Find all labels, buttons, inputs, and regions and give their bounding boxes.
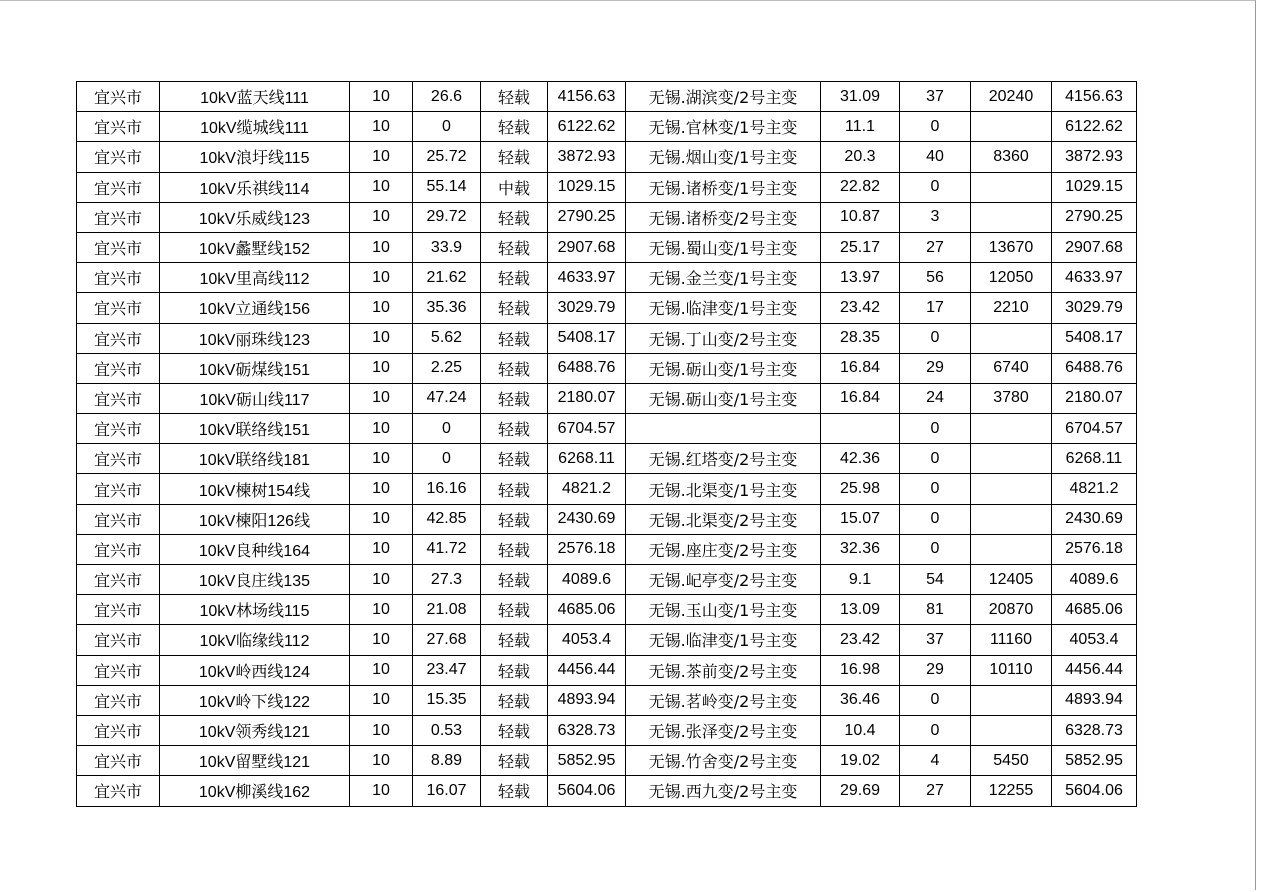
transformer-load-cell: 32.36: [821, 534, 900, 564]
transformer-load-cell: 31.09: [821, 82, 900, 112]
load-rate-cell: 0: [413, 112, 481, 142]
voltage-cell: 10: [350, 715, 413, 745]
remaining-capacity-cell: 2907.68: [1052, 232, 1137, 262]
transformer-load-cell: 10.87: [821, 202, 900, 232]
substation-cell: 无锡.红塔变/2号主变: [626, 444, 821, 474]
load-status-cell: 轻载: [481, 414, 548, 444]
user-capacity-cell: 10110: [971, 655, 1052, 685]
count-cell: 0: [900, 715, 971, 745]
table-row: [77, 715, 1137, 745]
voltage-cell: 10: [350, 504, 413, 534]
remaining-capacity-cell: 2180.07: [1052, 383, 1137, 413]
voltage-cell: 10: [350, 595, 413, 625]
city-cell: 宜兴市: [77, 595, 160, 625]
substation-cell: 无锡.临津变/1号主变: [626, 293, 821, 323]
voltage-cell: 10: [350, 172, 413, 202]
load-rate-cell: 8.89: [413, 746, 481, 776]
capacity-cell: 4893.94: [548, 685, 626, 715]
substation-cell: 无锡.诸桥变/1号主变: [626, 172, 821, 202]
load-rate-cell: 21.62: [413, 263, 481, 293]
table-row: [77, 142, 1137, 172]
voltage-cell: 10: [350, 323, 413, 353]
table-row: [77, 595, 1137, 625]
voltage-cell: 10: [350, 534, 413, 564]
remaining-capacity-cell: 1029.15: [1052, 172, 1137, 202]
table-row: [77, 293, 1137, 323]
load-status-cell: 轻载: [481, 625, 548, 655]
transformer-load-cell: 23.42: [821, 293, 900, 323]
capacity-cell: 6704.57: [548, 414, 626, 444]
voltage-cell: 10: [350, 685, 413, 715]
transformer-load-cell: 16.84: [821, 383, 900, 413]
load-status-cell: 轻载: [481, 534, 548, 564]
load-rate-cell: 27.3: [413, 565, 481, 595]
user-capacity-cell: 8360: [971, 142, 1052, 172]
capacity-cell: 5604.06: [548, 776, 626, 806]
capacity-cell: 1029.15: [548, 172, 626, 202]
load-status-cell: 轻载: [481, 353, 548, 383]
count-cell: 3: [900, 202, 971, 232]
transformer-load-cell: 9.1: [821, 565, 900, 595]
substation-cell: 无锡.砺山变/1号主变: [626, 353, 821, 383]
remaining-capacity-cell: 6704.57: [1052, 414, 1137, 444]
user-capacity-cell: [971, 474, 1052, 504]
remaining-capacity-cell: 4156.63: [1052, 82, 1137, 112]
table-row: [77, 323, 1137, 353]
user-capacity-cell: 12050: [971, 263, 1052, 293]
substation-cell: 无锡.临津变/1号主变: [626, 625, 821, 655]
load-status-cell: 轻载: [481, 232, 548, 262]
remaining-capacity-cell: 4633.97: [1052, 263, 1137, 293]
substation-cell: 无锡.蜀山变/1号主变: [626, 232, 821, 262]
table-row: [77, 504, 1137, 534]
voltage-cell: 10: [350, 444, 413, 474]
line-name-cell: 10kV岭下线122: [160, 685, 350, 715]
line-name-cell: 10kV浪圩线115: [160, 142, 350, 172]
city-cell: 宜兴市: [77, 715, 160, 745]
load-status-cell: 轻载: [481, 504, 548, 534]
line-name-cell: 10kV临缘线112: [160, 625, 350, 655]
load-status-cell: 轻载: [481, 746, 548, 776]
remaining-capacity-cell: 3872.93: [1052, 142, 1137, 172]
line-name-cell: 10kV里高线112: [160, 263, 350, 293]
line-name-cell: 10kV林场线115: [160, 595, 350, 625]
line-name-cell: 10kV楝树154线: [160, 474, 350, 504]
city-cell: 宜兴市: [77, 353, 160, 383]
line-name-cell: 10kV良庄线135: [160, 565, 350, 595]
voltage-cell: 10: [350, 655, 413, 685]
city-cell: 宜兴市: [77, 625, 160, 655]
remaining-capacity-cell: 6328.73: [1052, 715, 1137, 745]
voltage-cell: 10: [350, 142, 413, 172]
capacity-cell: 2180.07: [548, 383, 626, 413]
table-row: [77, 685, 1137, 715]
load-rate-cell: 16.16: [413, 474, 481, 504]
voltage-cell: 10: [350, 263, 413, 293]
user-capacity-cell: [971, 685, 1052, 715]
line-name-cell: 10kV立通线156: [160, 293, 350, 323]
remaining-capacity-cell: 5852.95: [1052, 746, 1137, 776]
line-name-cell: 10kV联络线181: [160, 444, 350, 474]
transformer-load-cell: 22.82: [821, 172, 900, 202]
voltage-cell: 10: [350, 232, 413, 262]
load-status-cell: 轻载: [481, 202, 548, 232]
transformer-load-cell: 11.1: [821, 112, 900, 142]
capacity-cell: 3872.93: [548, 142, 626, 172]
load-rate-cell: 5.62: [413, 323, 481, 353]
city-cell: 宜兴市: [77, 263, 160, 293]
table-row: [77, 444, 1137, 474]
capacity-cell: 2576.18: [548, 534, 626, 564]
table-row: [77, 414, 1137, 444]
line-name-cell: 10kV砺山线117: [160, 383, 350, 413]
city-cell: 宜兴市: [77, 82, 160, 112]
capacity-cell: 6122.62: [548, 112, 626, 142]
line-name-cell: 10kV楝阳126线: [160, 504, 350, 534]
city-cell: 宜兴市: [77, 474, 160, 504]
load-rate-cell: 16.07: [413, 776, 481, 806]
line-name-cell: 10kV蠡墅线152: [160, 232, 350, 262]
load-rate-cell: 2.25: [413, 353, 481, 383]
substation-cell: 无锡.玉山变/1号主变: [626, 595, 821, 625]
substation-cell: 无锡.北渠变/1号主变: [626, 474, 821, 504]
capacity-cell: 2790.25: [548, 202, 626, 232]
city-cell: 宜兴市: [77, 232, 160, 262]
table-row: [77, 625, 1137, 655]
load-rate-cell: 23.47: [413, 655, 481, 685]
capacity-cell: 4633.97: [548, 263, 626, 293]
load-status-cell: 中载: [481, 172, 548, 202]
remaining-capacity-cell: 6488.76: [1052, 353, 1137, 383]
remaining-capacity-cell: 4893.94: [1052, 685, 1137, 715]
transformer-load-cell: 28.35: [821, 323, 900, 353]
count-cell: 4: [900, 746, 971, 776]
user-capacity-cell: 12405: [971, 565, 1052, 595]
line-name-cell: 10kV乐祺线114: [160, 172, 350, 202]
city-cell: 宜兴市: [77, 504, 160, 534]
load-rate-cell: 26.6: [413, 82, 481, 112]
count-cell: 54: [900, 565, 971, 595]
city-cell: 宜兴市: [77, 685, 160, 715]
transformer-load-cell: 42.36: [821, 444, 900, 474]
count-cell: 81: [900, 595, 971, 625]
voltage-cell: 10: [350, 293, 413, 323]
voltage-cell: 10: [350, 112, 413, 142]
user-capacity-cell: [971, 414, 1052, 444]
line-name-cell: 10kV丽珠线123: [160, 323, 350, 353]
voltage-cell: 10: [350, 383, 413, 413]
count-cell: 24: [900, 383, 971, 413]
voltage-cell: 10: [350, 746, 413, 776]
count-cell: 37: [900, 625, 971, 655]
line-name-cell: 10kV留墅线121: [160, 746, 350, 776]
load-rate-cell: 21.08: [413, 595, 481, 625]
user-capacity-cell: [971, 172, 1052, 202]
user-capacity-cell: 20240: [971, 82, 1052, 112]
load-status-cell: 轻载: [481, 685, 548, 715]
user-capacity-cell: [971, 202, 1052, 232]
line-name-cell: 10kV联络线151: [160, 414, 350, 444]
city-cell: 宜兴市: [77, 293, 160, 323]
transformer-load-cell: [821, 414, 900, 444]
city-cell: 宜兴市: [77, 112, 160, 142]
count-cell: 0: [900, 685, 971, 715]
remaining-capacity-cell: 4053.4: [1052, 625, 1137, 655]
voltage-cell: 10: [350, 474, 413, 504]
user-capacity-cell: 6740: [971, 353, 1052, 383]
table-row: [77, 746, 1137, 776]
count-cell: 29: [900, 353, 971, 383]
capacity-cell: 4089.6: [548, 565, 626, 595]
line-name-cell: 10kV乐威线123: [160, 202, 350, 232]
load-status-cell: 轻载: [481, 263, 548, 293]
substation-cell: 无锡.官林变/1号主变: [626, 112, 821, 142]
city-cell: 宜兴市: [77, 323, 160, 353]
line-name-cell: 10kV缆城线111: [160, 112, 350, 142]
transformer-load-cell: 16.98: [821, 655, 900, 685]
user-capacity-cell: [971, 112, 1052, 142]
load-rate-cell: 25.72: [413, 142, 481, 172]
load-status-cell: 轻载: [481, 595, 548, 625]
count-cell: 56: [900, 263, 971, 293]
load-status-cell: 轻载: [481, 293, 548, 323]
user-capacity-cell: 2210: [971, 293, 1052, 323]
load-status-cell: 轻载: [481, 474, 548, 504]
table-row: [77, 474, 1137, 504]
remaining-capacity-cell: 6122.62: [1052, 112, 1137, 142]
table-row: [77, 112, 1137, 142]
transformer-load-cell: 10.4: [821, 715, 900, 745]
voltage-cell: 10: [350, 202, 413, 232]
voltage-cell: 10: [350, 353, 413, 383]
capacity-cell: 4456.44: [548, 655, 626, 685]
substation-cell: 无锡.座庄变/2号主变: [626, 534, 821, 564]
load-status-cell: 轻载: [481, 444, 548, 474]
count-cell: 0: [900, 474, 971, 504]
substation-cell: 无锡.北渠变/2号主变: [626, 504, 821, 534]
substation-cell: [626, 414, 821, 444]
table-row: [77, 534, 1137, 564]
remaining-capacity-cell: 2576.18: [1052, 534, 1137, 564]
count-cell: 0: [900, 172, 971, 202]
user-capacity-cell: [971, 444, 1052, 474]
remaining-capacity-cell: 6268.11: [1052, 444, 1137, 474]
user-capacity-cell: 20870: [971, 595, 1052, 625]
transformer-load-cell: 23.42: [821, 625, 900, 655]
load-status-cell: 轻载: [481, 82, 548, 112]
capacity-cell: 4053.4: [548, 625, 626, 655]
count-cell: 17: [900, 293, 971, 323]
load-status-cell: 轻载: [481, 112, 548, 142]
city-cell: 宜兴市: [77, 383, 160, 413]
count-cell: 0: [900, 534, 971, 564]
substation-cell: 无锡.张泽变/2号主变: [626, 715, 821, 745]
transformer-load-cell: 29.69: [821, 776, 900, 806]
voltage-cell: 10: [350, 776, 413, 806]
remaining-capacity-cell: 4685.06: [1052, 595, 1137, 625]
city-cell: 宜兴市: [77, 565, 160, 595]
transformer-load-cell: 25.98: [821, 474, 900, 504]
city-cell: 宜兴市: [77, 142, 160, 172]
load-status-cell: 轻载: [481, 142, 548, 172]
line-name-cell: 10kV良种线164: [160, 534, 350, 564]
voltage-cell: 10: [350, 82, 413, 112]
line-name-cell: 10kV柳溪线162: [160, 776, 350, 806]
user-capacity-cell: 3780: [971, 383, 1052, 413]
table-row: [77, 82, 1137, 112]
remaining-capacity-cell: 4089.6: [1052, 565, 1137, 595]
substation-cell: 无锡.砺山变/1号主变: [626, 383, 821, 413]
city-cell: 宜兴市: [77, 746, 160, 776]
load-status-cell: 轻载: [481, 655, 548, 685]
substation-cell: 无锡.竹舍变/2号主变: [626, 746, 821, 776]
voltage-cell: 10: [350, 625, 413, 655]
load-rate-cell: 42.85: [413, 504, 481, 534]
city-cell: 宜兴市: [77, 444, 160, 474]
table-row: [77, 776, 1137, 806]
load-status-cell: 轻载: [481, 715, 548, 745]
user-capacity-cell: 13670: [971, 232, 1052, 262]
user-capacity-cell: [971, 504, 1052, 534]
city-cell: 宜兴市: [77, 172, 160, 202]
load-rate-cell: 29.72: [413, 202, 481, 232]
table-row: [77, 383, 1137, 413]
transformer-load-cell: 20.3: [821, 142, 900, 172]
substation-cell: 无锡.丁山变/2号主变: [626, 323, 821, 353]
remaining-capacity-cell: 3029.79: [1052, 293, 1137, 323]
load-rate-cell: 47.24: [413, 383, 481, 413]
line-name-cell: 10kV领秀线121: [160, 715, 350, 745]
substation-cell: 无锡.西九变/2号主变: [626, 776, 821, 806]
capacity-cell: 5852.95: [548, 746, 626, 776]
load-rate-cell: 27.68: [413, 625, 481, 655]
city-cell: 宜兴市: [77, 202, 160, 232]
voltage-cell: 10: [350, 565, 413, 595]
substation-cell: 无锡.湖滨变/2号主变: [626, 82, 821, 112]
remaining-capacity-cell: 5408.17: [1052, 323, 1137, 353]
table-row: [77, 172, 1137, 202]
remaining-capacity-cell: 4821.2: [1052, 474, 1137, 504]
transformer-load-cell: 15.07: [821, 504, 900, 534]
load-status-cell: 轻载: [481, 383, 548, 413]
city-cell: 宜兴市: [77, 534, 160, 564]
table-body: [77, 82, 1137, 807]
voltage-cell: 10: [350, 414, 413, 444]
count-cell: 29: [900, 655, 971, 685]
city-cell: 宜兴市: [77, 414, 160, 444]
capacity-cell: 4685.06: [548, 595, 626, 625]
substation-cell: 无锡.金兰变/1号主变: [626, 263, 821, 293]
count-cell: 0: [900, 504, 971, 534]
count-cell: 37: [900, 82, 971, 112]
substation-cell: 无锡.诸桥变/2号主变: [626, 202, 821, 232]
city-cell: 宜兴市: [77, 655, 160, 685]
remaining-capacity-cell: 4456.44: [1052, 655, 1137, 685]
line-name-cell: 10kV蓝天线111: [160, 82, 350, 112]
load-status-cell: 轻载: [481, 323, 548, 353]
load-rate-cell: 41.72: [413, 534, 481, 564]
user-capacity-cell: 12255: [971, 776, 1052, 806]
capacity-cell: 5408.17: [548, 323, 626, 353]
user-capacity-cell: [971, 323, 1052, 353]
table-row: [77, 565, 1137, 595]
capacity-cell: 4156.63: [548, 82, 626, 112]
city-cell: 宜兴市: [77, 776, 160, 806]
transformer-load-cell: 36.46: [821, 685, 900, 715]
capacity-cell: 2430.69: [548, 504, 626, 534]
capacity-cell: 4821.2: [548, 474, 626, 504]
user-capacity-cell: [971, 534, 1052, 564]
load-rate-cell: 33.9: [413, 232, 481, 262]
table-row: [77, 232, 1137, 262]
table-row: [77, 353, 1137, 383]
transformer-load-cell: 16.84: [821, 353, 900, 383]
transformer-load-cell: 19.02: [821, 746, 900, 776]
user-capacity-cell: [971, 715, 1052, 745]
table-row: [77, 263, 1137, 293]
substation-cell: 无锡.屺亭变/2号主变: [626, 565, 821, 595]
count-cell: 0: [900, 112, 971, 142]
capacity-cell: 6328.73: [548, 715, 626, 745]
transformer-load-cell: 25.17: [821, 232, 900, 262]
remaining-capacity-cell: 2790.25: [1052, 202, 1137, 232]
substation-cell: 无锡.茶前变/2号主变: [626, 655, 821, 685]
load-rate-cell: 0: [413, 444, 481, 474]
count-cell: 27: [900, 776, 971, 806]
capacity-cell: 6268.11: [548, 444, 626, 474]
capacity-cell: 3029.79: [548, 293, 626, 323]
count-cell: 0: [900, 414, 971, 444]
substation-cell: 无锡.茗岭变/2号主变: [626, 685, 821, 715]
capacity-cell: 2907.68: [548, 232, 626, 262]
transformer-load-cell: 13.97: [821, 263, 900, 293]
substation-cell: 无锡.烟山变/1号主变: [626, 142, 821, 172]
count-cell: 0: [900, 444, 971, 474]
load-status-cell: 轻载: [481, 776, 548, 806]
transformer-load-cell: 13.09: [821, 595, 900, 625]
load-status-cell: 轻载: [481, 565, 548, 595]
table-row: [77, 202, 1137, 232]
user-capacity-cell: 11160: [971, 625, 1052, 655]
remaining-capacity-cell: 2430.69: [1052, 504, 1137, 534]
load-rate-cell: 55.14: [413, 172, 481, 202]
feeder-load-table: [76, 81, 1137, 807]
count-cell: 27: [900, 232, 971, 262]
count-cell: 40: [900, 142, 971, 172]
line-name-cell: 10kV岭西线124: [160, 655, 350, 685]
line-name-cell: 10kV砺煤线151: [160, 353, 350, 383]
user-capacity-cell: 5450: [971, 746, 1052, 776]
count-cell: 0: [900, 323, 971, 353]
capacity-cell: 6488.76: [548, 353, 626, 383]
table-row: [77, 655, 1137, 685]
load-rate-cell: 15.35: [413, 685, 481, 715]
load-rate-cell: 0: [413, 414, 481, 444]
load-rate-cell: 35.36: [413, 293, 481, 323]
load-rate-cell: 0.53: [413, 715, 481, 745]
remaining-capacity-cell: 5604.06: [1052, 776, 1137, 806]
